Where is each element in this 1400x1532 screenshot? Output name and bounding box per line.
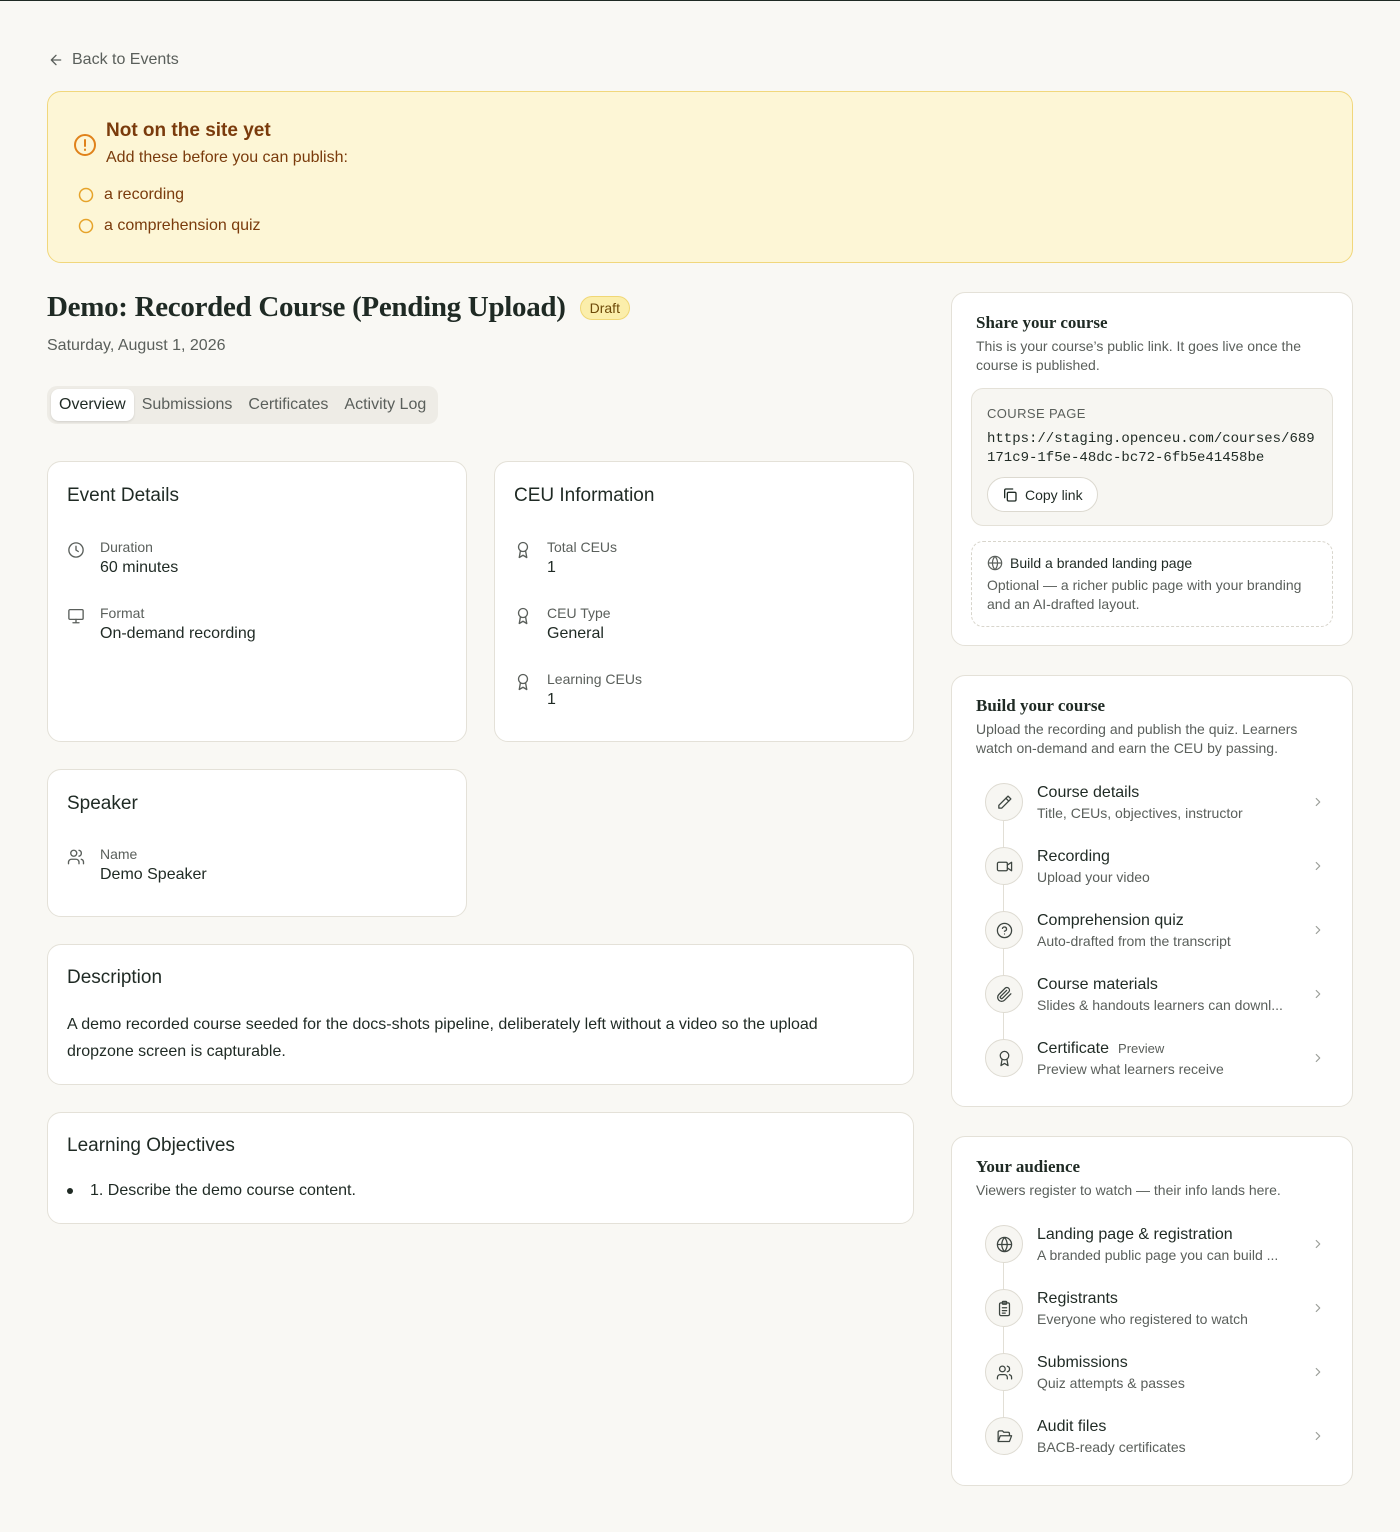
- chevron-right-icon: [1311, 859, 1325, 873]
- field-value: General: [547, 625, 604, 642]
- tab-overview[interactable]: Overview: [51, 389, 134, 421]
- field-value: 1: [547, 559, 556, 576]
- step-title: Registrants: [1037, 1289, 1118, 1307]
- chevron-right-icon: [1311, 923, 1325, 937]
- status-badge: Draft: [580, 296, 630, 320]
- card-heading: Learning Objectives: [67, 1135, 235, 1156]
- chevron-right-icon: [1311, 1365, 1325, 1379]
- bullet: [67, 1188, 73, 1194]
- globe-icon: [985, 1225, 1023, 1263]
- field-label: Format: [100, 605, 145, 621]
- step-title: Course details: [1037, 783, 1140, 801]
- field-speaker-name: [67, 846, 207, 884]
- step-desc: A branded public page you can build ...: [1037, 1246, 1279, 1263]
- step-course-details[interactable]: [985, 777, 1325, 827]
- copy-icon: [1002, 487, 1018, 503]
- step-title: Certificate: [1037, 1039, 1110, 1057]
- step-submissions[interactable]: [985, 1347, 1325, 1397]
- speaker-card: [47, 769, 467, 917]
- monitor-icon: [67, 607, 85, 643]
- card-heading: Speaker: [67, 793, 138, 814]
- step-comprehension-quiz[interactable]: [985, 905, 1325, 955]
- step-desc: Auto-drafted from the transcript: [1037, 932, 1231, 949]
- field-label: Duration: [100, 539, 153, 555]
- step-title: Course materials: [1037, 975, 1158, 993]
- chevron-right-icon: [1311, 1301, 1325, 1315]
- award-icon: [514, 673, 532, 709]
- step-desc: Slides & handouts learners can downl...: [1037, 996, 1283, 1013]
- alert-title: Not on the site yet: [106, 120, 271, 141]
- brand-title: Build a branded landing page: [1010, 555, 1193, 571]
- field-total-ceus: [514, 539, 617, 577]
- step-title: Recording: [1037, 847, 1110, 865]
- audience-panel: [951, 1136, 1353, 1486]
- users-icon: [985, 1353, 1023, 1391]
- step-landing-page-registration[interactable]: [985, 1219, 1325, 1269]
- field-value: On-demand recording: [100, 625, 256, 642]
- share-course-panel: [951, 292, 1353, 646]
- award-icon: [514, 541, 532, 577]
- paperclip-icon: [985, 975, 1023, 1013]
- award-icon: [985, 1039, 1023, 1077]
- step-desc: Everyone who registered to watch: [1037, 1310, 1248, 1327]
- objective-item: [67, 1182, 356, 1200]
- step-certificate[interactable]: [985, 1033, 1325, 1083]
- branded-landing-page-link[interactable]: [971, 541, 1333, 627]
- clipboard-icon: [985, 1289, 1023, 1327]
- requirement-label: a comprehension quiz: [104, 217, 261, 234]
- chevron-right-icon: [1311, 795, 1325, 809]
- field-ceu-type: [514, 605, 611, 643]
- requirement-item: [78, 186, 184, 204]
- description-card: [47, 944, 914, 1085]
- panel-description: Viewers register to watch — their info lands here.: [976, 1182, 1281, 1198]
- step-title: Submissions: [1037, 1353, 1128, 1371]
- event-details-card: [47, 461, 467, 742]
- step-desc: Preview what learners receive: [1037, 1060, 1224, 1077]
- panel-description: Upload the recording and publish the quiz. Learners watch on-demand and earn the CEU by passing.: [976, 721, 1298, 756]
- step-registrants[interactable]: [985, 1283, 1325, 1333]
- back-label: Back to Events: [72, 51, 179, 68]
- course-url[interactable]: https://staging.openceu.com/courses/689171c9-1f5e-48dc-bc72-6fb5e41458be: [987, 431, 1315, 466]
- objective-text: 1. Describe the demo course content.: [90, 1182, 356, 1199]
- step-recording[interactable]: [985, 841, 1325, 891]
- panel-heading: Your audience: [976, 1157, 1081, 1176]
- event-date: Saturday, August 1, 2026: [47, 337, 226, 354]
- field-format: [67, 605, 256, 643]
- globe-icon: [987, 555, 1003, 571]
- course-page-label: COURSE PAGE: [987, 406, 1086, 421]
- learning-objectives-card: [47, 1112, 914, 1224]
- field-label: Learning CEUs: [547, 671, 642, 687]
- panel-description: This is your course’s public link. It goes live once the course is published.: [976, 338, 1302, 373]
- field-learning-ceus: [514, 671, 642, 709]
- preview-tag: Preview: [1118, 1041, 1165, 1056]
- requirement-label: a recording: [104, 186, 185, 203]
- chevron-right-icon: [1311, 1237, 1325, 1251]
- step-course-materials[interactable]: [985, 969, 1325, 1019]
- field-label: CEU Type: [547, 605, 611, 621]
- copy-link-label: Copy link: [1025, 486, 1083, 503]
- field-value: 60 minutes: [100, 559, 179, 576]
- requirement-item: [78, 217, 261, 235]
- arrow-left-icon: [48, 52, 64, 68]
- ceu-information-card: [494, 461, 914, 742]
- step-desc: Title, CEUs, objectives, instructor: [1037, 804, 1243, 821]
- panel-heading: Build your course: [976, 696, 1106, 715]
- clock-icon: [67, 541, 85, 577]
- tab-certificates[interactable]: Certificates: [248, 396, 329, 413]
- circle-icon: [78, 187, 94, 203]
- panel-heading: Share your course: [976, 313, 1108, 332]
- field-label: Name: [100, 846, 138, 862]
- alert-subtitle: Add these before you can publish:: [106, 149, 348, 166]
- card-heading: Event Details: [67, 485, 179, 506]
- copy-link-button[interactable]: [987, 477, 1098, 512]
- step-desc: BACB-ready certificates: [1037, 1438, 1186, 1455]
- step-title: Landing page & registration: [1037, 1225, 1233, 1243]
- alert-circle-icon: [73, 133, 97, 157]
- card-heading: CEU Information: [514, 485, 655, 506]
- page-title: Demo: Recorded Course (Pending Upload): [47, 291, 566, 323]
- field-value: 1: [547, 691, 556, 708]
- step-desc: Quiz attempts & passes: [1037, 1374, 1185, 1391]
- users-icon: [67, 848, 85, 884]
- step-desc: Upload your video: [1037, 868, 1150, 885]
- folder-icon: [985, 1417, 1023, 1455]
- back-to-events-link[interactable]: [48, 51, 179, 69]
- event-header: [47, 291, 630, 324]
- tab-submissions[interactable]: Submissions: [141, 396, 233, 413]
- chevron-right-icon: [1311, 1429, 1325, 1443]
- course-page-box: [971, 388, 1333, 526]
- step-title: Comprehension quiz: [1037, 911, 1184, 929]
- publish-requirements-alert: [47, 91, 1353, 263]
- field-value: Demo Speaker: [100, 866, 207, 883]
- step-title-row: [1037, 1040, 1303, 1058]
- field-duration: [67, 539, 178, 577]
- award-icon: [514, 607, 532, 643]
- tab-bar: [47, 386, 438, 424]
- step-audit-files[interactable]: [985, 1411, 1325, 1461]
- tab-activity-log[interactable]: Activity Log: [344, 396, 427, 413]
- video-icon: [985, 847, 1023, 885]
- chevron-right-icon: [1311, 1051, 1325, 1065]
- chevron-right-icon: [1311, 987, 1325, 1001]
- field-label: Total CEUs: [547, 539, 618, 555]
- card-heading: Description: [67, 967, 163, 988]
- build-course-panel: [951, 675, 1353, 1107]
- pencil-icon: [985, 783, 1023, 821]
- circle-icon: [78, 218, 94, 234]
- description-text: A demo recorded course seeded for the docs-shots pipeline, deliberately left without a video so the upload dropzone screen is capturable.: [67, 1016, 818, 1060]
- brand-description: Optional — a richer public page with your branding and an AI-drafted layout.: [987, 577, 1302, 612]
- step-title: Audit files: [1037, 1417, 1107, 1435]
- help-circle-icon: [985, 911, 1023, 949]
